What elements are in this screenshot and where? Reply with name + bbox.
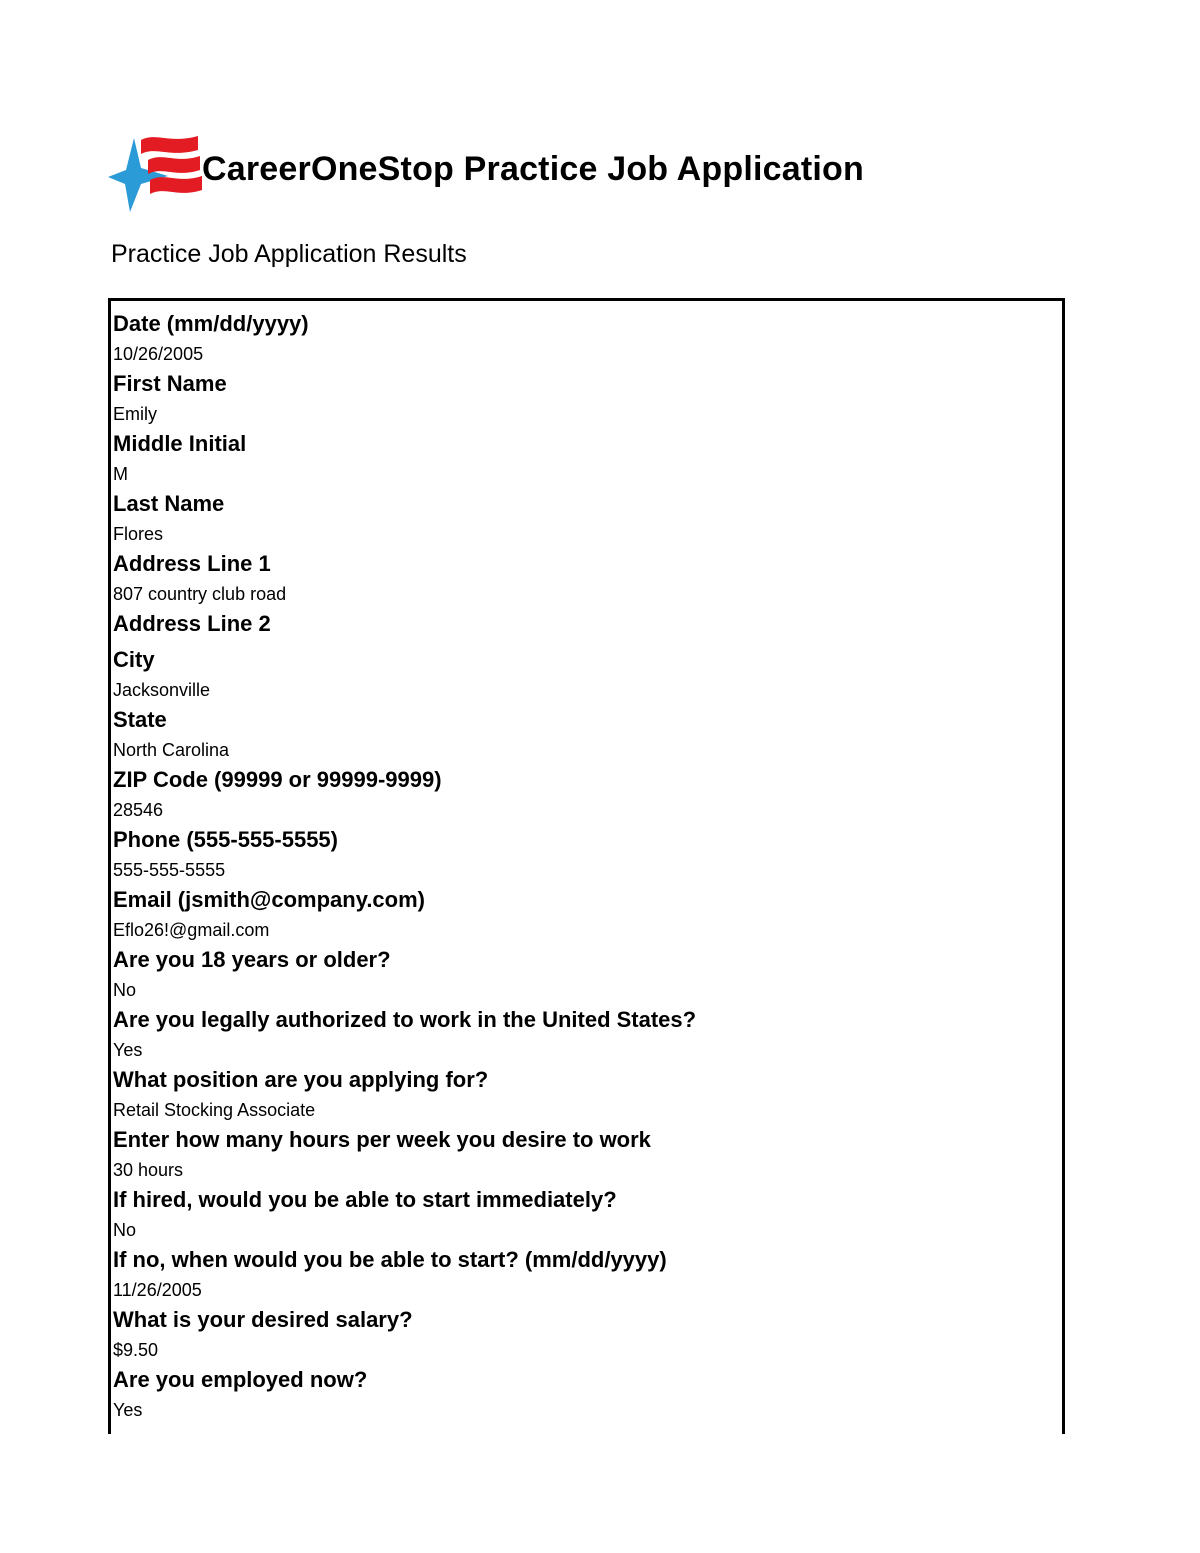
field-label: City (113, 647, 155, 672)
field-city (113, 645, 1062, 705)
field-desired-salary (113, 1305, 1062, 1365)
header (108, 130, 204, 214)
field-label: Address Line 2 (113, 611, 271, 636)
results-box (108, 298, 1065, 1434)
field-address-line-2 (113, 609, 1062, 645)
field-value: 807 country club road (113, 584, 287, 604)
field-label: Middle Initial (113, 431, 247, 456)
field-middle-initial (113, 429, 1062, 489)
field-value: No (113, 1220, 137, 1240)
field-value: Flores (113, 524, 164, 544)
field-label: State (113, 707, 167, 732)
results-subtitle: Practice Job Application Results (111, 240, 467, 268)
field-date (113, 309, 1062, 369)
field-value: Yes (113, 1400, 143, 1420)
field-label: Phone (555-555-5555) (113, 827, 338, 852)
careeronestop-logo-icon (108, 130, 204, 214)
field-label: Address Line 1 (113, 551, 271, 576)
field-value: 11/26/2005 (113, 1280, 202, 1300)
field-phone (113, 825, 1062, 885)
field-label: Email (jsmith@company.com) (113, 887, 425, 912)
field-label: Are you employed now? (113, 1367, 368, 1392)
field-zip-code (113, 765, 1062, 825)
field-state (113, 705, 1062, 765)
field-start-immediately (113, 1185, 1062, 1245)
field-email (113, 885, 1062, 945)
field-age-18 (113, 945, 1062, 1005)
field-label: Are you legally authorized to work in the United States? (113, 1007, 697, 1032)
field-value: Eflo26!@gmail.com (113, 920, 270, 940)
field-label: Date (mm/dd/yyyy) (113, 311, 309, 336)
field-value: No (113, 980, 137, 1000)
field-first-name (113, 369, 1062, 429)
field-value: 10/26/2005 (113, 344, 204, 364)
field-label: Last Name (113, 491, 225, 516)
field-value: Emily (113, 404, 157, 424)
field-hours-per-week (113, 1125, 1062, 1185)
field-value: 555-555-5555 (113, 860, 226, 880)
field-value: 28546 (113, 800, 164, 820)
field-label: Enter how many hours per week you desire to work (113, 1127, 651, 1152)
field-value: Retail Stocking Associate (113, 1100, 316, 1120)
field-label: If hired, would you be able to start immediately? (113, 1187, 617, 1212)
page-title: CareerOneStop Practice Job Application (202, 150, 864, 188)
field-label: What position are you applying for? (113, 1067, 489, 1092)
field-work-authorization (113, 1005, 1062, 1065)
field-label: If no, when would you be able to start? (mm/dd/yyyy) (113, 1247, 667, 1272)
field-label: Are you 18 years or older? (113, 947, 391, 972)
field-value: $9.50 (113, 1340, 159, 1360)
flag-stripe-1 (141, 136, 198, 154)
flag-stripe-2 (148, 156, 200, 174)
field-position (113, 1065, 1062, 1125)
field-label: First Name (113, 371, 227, 396)
field-label: What is your desired salary? (113, 1307, 413, 1332)
field-value: Jacksonville (113, 680, 211, 700)
field-value: M (113, 464, 128, 484)
field-value: 30 hours (113, 1160, 184, 1180)
field-value: North Carolina (113, 740, 230, 760)
field-start-date (113, 1245, 1062, 1305)
field-label: ZIP Code (99999 or 99999-9999) (113, 767, 442, 792)
field-address-line-1 (113, 549, 1062, 609)
flag-stripe-3 (150, 176, 202, 194)
field-employed-now (113, 1365, 1062, 1425)
field-last-name (113, 489, 1062, 549)
field-value: Yes (113, 1040, 143, 1060)
